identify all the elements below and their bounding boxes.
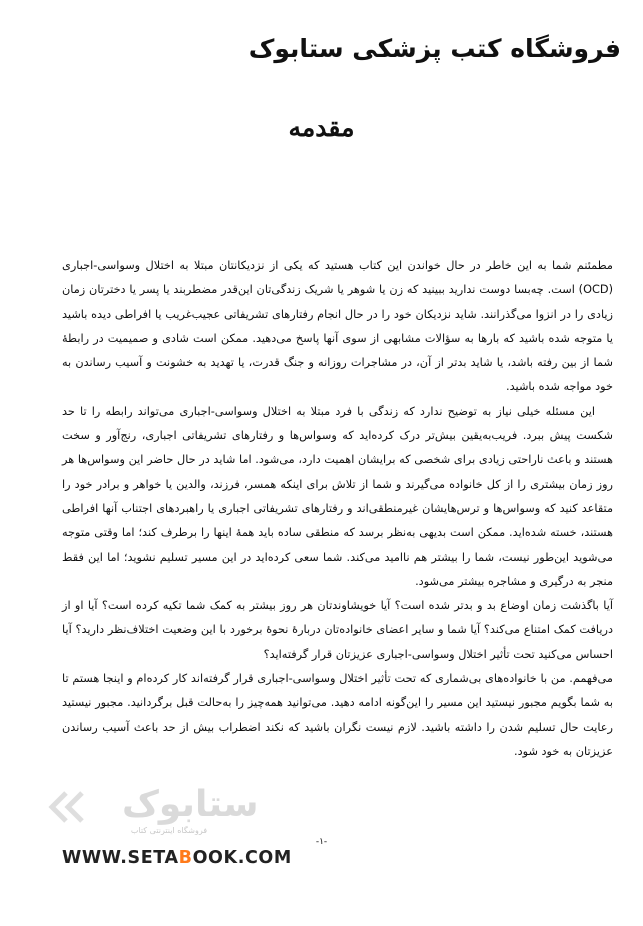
setabook-watermark	[40, 782, 280, 842]
url-prefix: WWW.SETA	[62, 848, 179, 868]
paragraph: می‌فهمم. من با خانواده‌های بی‌شماری که تحت تأثیر اختلال وسواسی-اجباری قرار گرفته‌اند کار کرده‌ام و اینجا هستم تا به شما بگویم مجبور نیستید این مسیر را این‌گونه ادامه دهید. می‌توانید همه‌چیز را به‌حالت قبل برگردانید. مجبور نیستید رعایت حال تسلیم شدن را داشته باشید. لازم نیست نگران باشید که نکند اضطراب بیش از حد باعث آسیب رساندن عزیزتان به خود شود.	[62, 672, 613, 758]
double-chevron-icon	[46, 790, 90, 824]
page-number: -۱-	[315, 837, 328, 847]
paragraph: مطمئنم شما به این خاطر در حال خواندن این کتاب هستید که یکی از نزدیکانتان مبتلا به اختلال وسواسی-اجباری (OCD) است. چه‌بسا دوست ندارید ببینید که زن یا شوهر یا شریک زندگی‌تان این‌قدر مضطربند یا پسر یا دخترتان زمان زیادی را در انزوا می‌گذرانند. شاید نزدیکان خود را در حال انجام رفتارهای تشریفاتی عجیب‌غریب یا افراطی دیده باشید یا متوجه شده باشید که بارها به سؤالات مشابهی از سوی آنها پاسخ می‌دهید. ممکن است شادی و صمیمیت در رابطهٔ شما از بین رفته باشد، یا شاید بدتر از آن، در مشاجرات روزانه و جنگ قدرت، یا تهدید به خشونت و آسیب رساندن به خود مواجه شده باشید.	[62, 259, 613, 394]
store-header: فروشگاه کتب پزشکی ستابوک	[248, 34, 621, 63]
website-url[interactable]	[62, 848, 292, 868]
watermark-subtitle: فروشگاه اینترنتی کتاب	[130, 826, 208, 835]
body-text	[62, 254, 613, 764]
watermark-brand: ستابوک	[122, 784, 259, 825]
chapter-title: مقدمه	[288, 113, 355, 142]
url-highlight: B	[178, 848, 193, 868]
paragraph: این مسئله خیلی نیاز به توضیح ندارد که زندگی با فرد مبتلا به اختلال وسواسی-اجباری می‌تواند رابطه را تا حد شکست پیش ببرد. فریب‌به‌یقین بیش‌تر درک کرده‌اید که وسواس‌ها و رفتارهای تشریفاتی اجباری، رنج‌آور و سخت هستند و باعث ناراحتی زیادی برای شخصی که برایشان اهمیت دارد، می‌شود. اما شاید در حال حاضر این وسواس‌ها هر روز زمان بیشتری را از کل خانواده می‌گیرند و شما از تلاش برای اینکه همسر، فرزند، والدین یا خواهر و برادر خود را متقاعد کنید که وسواس‌ها و ترس‌هایشان غیرمنطقی‌اند و رفتارهای تشریفاتی اجباری یا راهبردهای اجتناب آنها افراطی هستند، خسته شده‌اید. ممکن است بدیهی به‌نظر برسد که منطقی ساده باید همهٔ اینها را برطرف کند؛ اما وقتی متوجه می‌شوید این‌طور نیست، شما را بیشتر هم ناامید می‌کند. شما سعی کرده‌اید در این مسیر تسلیم نشوید؛ اما این فقط منجر به درگیری و مشاجره بیشتر می‌شود.	[62, 404, 613, 588]
paragraph: آیا باگذشت زمان اوضاع بد و بدتر شده است؟ آیا خویشاوندتان هر روز بیشتر به کمک شما تکیه کرده است؟ آیا او از دریافت کمک امتناع می‌کند؟ آیا شما و سایر اعضای خانواده‌تان دربارهٔ نحوهٔ برخورد با این وضعیت اختلاف‌نظر دارید؟ آیا احساس می‌کنید تحت تأثیر اختلال وسواسی-اجباری عزیزتان قرار گرفته‌اید؟	[62, 599, 613, 661]
url-suffix: OOK.COM	[192, 848, 292, 868]
